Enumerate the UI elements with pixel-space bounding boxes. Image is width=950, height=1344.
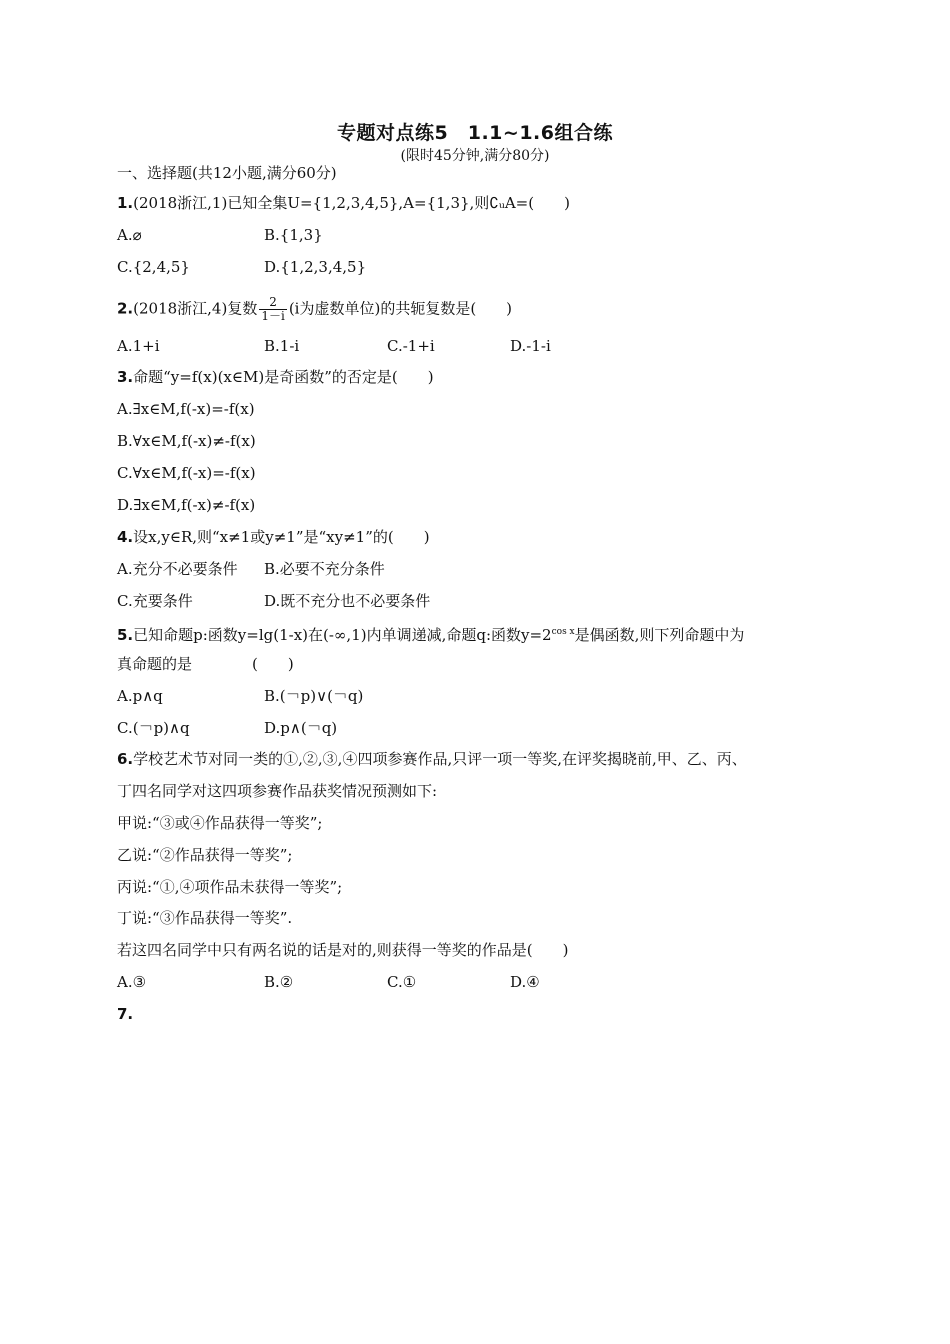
q5-option-d: D.p∧(￢q) (264, 719, 338, 737)
q1-option-b: B.{1,3} (264, 226, 323, 244)
question-number: 7. (117, 1005, 134, 1023)
q4-option-a: A.充分不必要条件 (117, 560, 238, 578)
question-number: 4. (117, 528, 134, 546)
question-stem-end: 是偶函数,则下列命题中为 (574, 626, 745, 644)
q6-option-a: A.③ (117, 973, 147, 991)
q4-option-c: C.充要条件 (117, 592, 193, 610)
page-subtitle: (限时45分钟,满分80分) (400, 148, 550, 164)
q5-option-a: A.p∧q (117, 687, 163, 705)
q6-option-b: B.② (264, 973, 294, 991)
question-2 (117, 296, 512, 323)
question-stem-start: 已知命题p:函数y=lg(1-x)在(-∞,1)内单调递减,命题q:函数y=2 (133, 626, 552, 644)
question-6-line-6: 丁说:“③作品获得一等奖”. (117, 909, 293, 927)
question-1 (117, 193, 570, 213)
q6-option-c: C.① (387, 973, 417, 991)
question-5 (117, 622, 744, 645)
question-5-line-2: 真命题的是 ( ) (117, 655, 294, 673)
q4-option-b: B.必要不充分条件 (264, 560, 385, 578)
question-stem-end: (i为虚数单位)的共轭复数是( ) (288, 299, 513, 318)
q5-option-c: C.(￢p)∧q (117, 719, 190, 737)
q1-option-a: A.⌀ (117, 226, 142, 244)
question-stem: (2018浙江,1)已知全集U={1,2,3,4,5},A={1,3},则∁ᵤA=( ) (133, 194, 570, 212)
question-stem: 设x,y∈R,则“x≠1或y≠1”是“xy≠1”的( ) (133, 528, 430, 546)
q3-option-a: A.∃x∈M,f(-x)=-f(x) (117, 400, 255, 418)
question-7 (117, 1004, 133, 1024)
question-number: 3. (117, 368, 134, 386)
q3-option-b: B.∀x∈M,f(-x)≠-f(x) (117, 432, 256, 450)
question-number: 6. (117, 750, 134, 768)
fraction-denominator: 1－i (261, 309, 285, 323)
question-6-line-5: 丙说:“①,④项作品未获得一等奖”; (117, 878, 343, 896)
question-4 (117, 527, 430, 547)
page-title: 专题对点练5 1.1~1.6组合练 (337, 122, 613, 144)
q2-option-b: B.1-i (264, 337, 300, 355)
q1-option-d: D.{1,2,3,4,5} (264, 258, 367, 276)
question-6-line-4: 乙说:“②作品获得一等奖”; (117, 846, 293, 864)
q2-option-c: C.-1+i (387, 337, 435, 355)
question-6-line-3: 甲说:“③或④作品获得一等奖”; (117, 814, 323, 832)
q2-option-a: A.1+i (117, 337, 160, 355)
fraction (259, 296, 286, 323)
q6-option-d: D.④ (510, 973, 540, 991)
question-stem: 命题“y=f(x)(x∈M)是奇函数”的否定是( ) (133, 368, 434, 386)
question-number: 1. (117, 194, 134, 212)
q1-option-c: C.{2,4,5} (117, 258, 190, 276)
fraction-numerator: 2 (259, 296, 286, 310)
question-stem: 学校艺术节对同一类的①,②,③,④四项参赛作品,只评一项一等奖,在评奖揭晓前,甲、乙、丙、 (133, 750, 747, 768)
question-6-line-2: 丁四名同学对这四项参赛作品获奖情况预测如下: (117, 782, 438, 800)
question-6-line-7: 若这四名同学中只有两名说的话是对的,则获得一等奖的作品是( ) (117, 941, 569, 959)
question-number: 5. (117, 626, 134, 644)
section-heading: 一、选择题(共12小题,满分60分) (117, 164, 337, 182)
question-3 (117, 367, 434, 387)
q3-option-d: D.∃x∈M,f(-x)≠-f(x) (117, 496, 256, 514)
q2-option-d: D.-1-i (510, 337, 551, 355)
question-6 (117, 749, 747, 769)
exponent: cos x (551, 627, 575, 637)
q3-option-c: C.∀x∈M,f(-x)=-f(x) (117, 464, 256, 482)
q5-option-b: B.(￢p)∨(￢q) (264, 687, 364, 705)
question-stem-start: (2018浙江,4)复数 (133, 299, 258, 318)
q4-option-d: D.既不充分也不必要条件 (264, 592, 431, 610)
question-number: 2. (117, 299, 134, 318)
